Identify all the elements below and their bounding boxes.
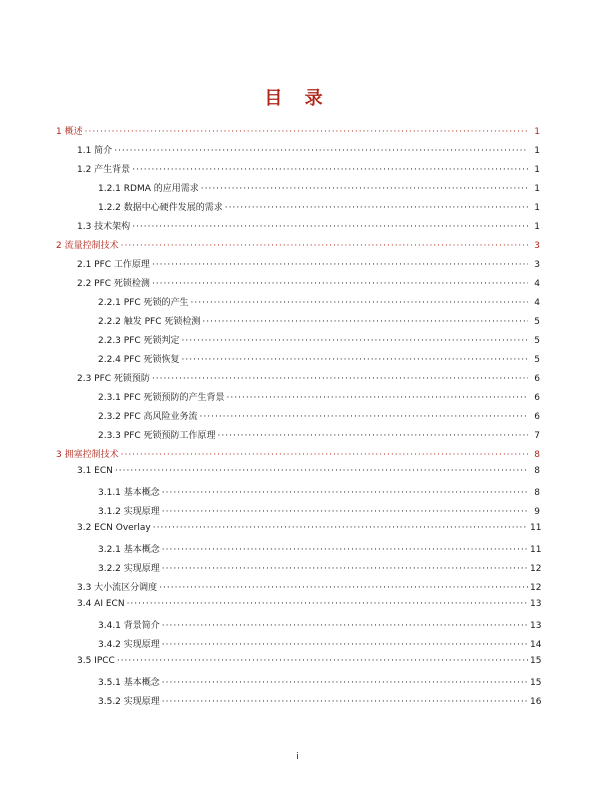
toc-entry[interactable] [56,599,540,618]
toc-entry-page: 13 [530,599,542,609]
toc-entry-page: 6 [534,374,540,384]
toc-entry[interactable] [56,276,540,295]
toc-entry[interactable] [56,257,540,276]
toc-entry-label: 3.1 ECN [77,466,113,476]
toc-entry[interactable] [56,124,540,143]
toc-entry-label: 3.4.1 背景简介 [98,621,160,631]
toc-entry[interactable] [56,523,540,542]
dot-leader [162,697,528,707]
toc-entry-page: 14 [530,640,542,650]
toc-entry-page: 1 [534,127,540,137]
dot-leader [182,355,528,365]
toc-entry[interactable] [56,219,540,238]
dot-leader [85,127,528,137]
toc-entry[interactable] [56,333,540,352]
dot-leader [115,466,528,476]
toc-entry-page: 4 [534,298,540,308]
toc-entry[interactable] [56,371,540,390]
toc-entry-label: 1.2 产生背景 [77,165,131,175]
toc-entry-label: 1 概述 [56,127,83,137]
toc-entry-label: 1.2.2 数据中心硬件发展的需求 [98,203,223,213]
toc-entry[interactable] [56,656,540,675]
dot-leader [162,678,528,688]
toc-entry-page: 3 [534,241,540,251]
toc-entry-label: 2.3.3 PFC 死锁预防工作原理 [98,431,216,441]
dot-leader [121,450,528,460]
toc-entry-label: 2.2.4 PFC 死锁恢复 [98,355,180,365]
toc-entry-label: 3.5.2 实现原理 [98,697,160,707]
dot-leader [153,523,528,533]
dot-leader [132,222,528,232]
toc-entry-page: 12 [530,564,542,574]
toc-entry-page: 11 [530,523,542,533]
toc-entry-page: 15 [530,678,542,688]
dot-leader [162,564,528,574]
toc-entry[interactable] [56,675,540,694]
dot-leader [159,583,528,593]
toc-entry-page: 15 [530,656,542,666]
toc-entry-page: 1 [534,184,540,194]
dot-leader [132,165,528,175]
toc-entry-page: 1 [534,203,540,213]
toc-entry-page: 3 [534,260,540,270]
toc-entry[interactable] [56,466,540,485]
toc-entry-page: 6 [534,412,540,422]
toc-entry[interactable] [56,295,540,314]
dot-leader [117,656,528,666]
toc-entry[interactable] [56,314,540,333]
dot-leader [127,599,528,609]
toc-entry-label: 2 流量控制技术 [56,241,119,251]
toc-entry-page: 5 [534,355,540,365]
toc-entry-label: 3.2 ECN Overlay [77,523,151,533]
toc-entry-label: 3.5 IPCC [77,656,115,666]
toc-entry-label: 2.3 PFC 死锁预防 [77,374,150,384]
toc-entry-page: 11 [530,545,542,555]
dot-leader [162,545,528,555]
dot-leader [114,146,528,156]
toc-entry-label: 2.2.3 PFC 死锁判定 [98,336,180,346]
dot-leader [225,203,528,213]
toc-entry-page: 13 [530,621,542,631]
toc-entry-label: 2.2.2 触发 PFC 死锁检测 [98,317,201,327]
toc-entry[interactable] [56,181,540,200]
toc-entry-page: 8 [534,466,540,476]
dot-leader [162,507,528,517]
dot-leader [227,393,528,403]
toc-entry-page: 8 [534,488,540,498]
toc-entry-label: 1.3 技术架构 [77,222,131,232]
toc-entry[interactable] [56,694,540,713]
toc-entry-label: 3 拥塞控制技术 [56,450,119,460]
dot-leader [152,374,528,384]
toc-entry[interactable] [56,542,540,561]
toc-entry-label: 2.2 PFC 死锁检测 [77,279,150,289]
toc-entry[interactable] [56,618,540,637]
toc-entry-page: 1 [534,165,540,175]
toc-entry[interactable] [56,162,540,181]
dot-leader [152,260,528,270]
dot-leader [162,621,528,631]
toc-entry-page: 9 [534,507,540,517]
toc-entry-label: 3.5.1 基本概念 [98,678,160,688]
toc-entry[interactable] [56,143,540,162]
toc-entry[interactable] [56,580,540,599]
toc-entry[interactable] [56,409,540,428]
dot-leader [191,298,528,308]
toc-entry-label: 3.3 大小流区分调度 [77,583,158,593]
page-number: i [296,752,299,762]
toc-entry-label: 2.3.1 PFC 死锁预防的产生背景 [98,393,225,403]
dot-leader [182,336,528,346]
dot-leader [152,279,528,289]
toc-entry-label: 2.2.1 PFC 死锁的产生 [98,298,189,308]
toc-entry-label: 2.1 PFC 工作原理 [77,260,150,270]
toc-entry-label: 2.3.2 PFC 高风险业务流 [98,412,198,422]
toc-entry-page: 5 [534,336,540,346]
toc-entry[interactable] [56,390,540,409]
dot-leader [218,431,528,441]
toc-entry[interactable] [56,561,540,580]
toc-entry[interactable] [56,428,540,447]
toc-entry-label: 3.1.2 实现原理 [98,507,160,517]
toc-entry[interactable] [56,504,540,523]
toc-entry-page: 8 [534,450,540,460]
toc-entry-page: 5 [534,317,540,327]
toc-entry-label: 3.2.2 实现原理 [98,564,160,574]
toc-entry-label: 3.4 AI ECN [77,599,125,609]
toc-entry[interactable] [56,637,540,656]
dot-leader [162,640,528,650]
toc-entry-page: 4 [534,279,540,289]
dot-leader [200,412,528,422]
table-of-contents [56,124,540,713]
toc-entry-label: 3.4.2 实现原理 [98,640,160,650]
toc-entry[interactable] [56,238,540,257]
toc-entry-label: 1.2.1 RDMA 的应用需求 [98,184,199,194]
toc-entry[interactable] [56,447,540,466]
toc-entry-page: 6 [534,393,540,403]
toc-entry-label: 3.2.1 基本概念 [98,545,160,555]
toc-entry-page: 7 [534,431,540,441]
toc-entry-label: 3.1.1 基本概念 [98,488,160,498]
toc-entry[interactable] [56,352,540,371]
dot-leader [202,317,528,327]
toc-entry-page: 1 [534,222,540,232]
dot-leader [121,241,528,251]
toc-entry-label: 1.1 简介 [77,146,113,156]
toc-entry-page: 12 [530,583,542,593]
toc-entry[interactable] [56,485,540,504]
toc-entry-page: 16 [530,697,542,707]
dot-leader [162,488,528,498]
dot-leader [201,184,528,194]
toc-entry-page: 1 [534,146,540,156]
page-title: 目 录 [264,88,331,109]
toc-entry[interactable] [56,200,540,219]
